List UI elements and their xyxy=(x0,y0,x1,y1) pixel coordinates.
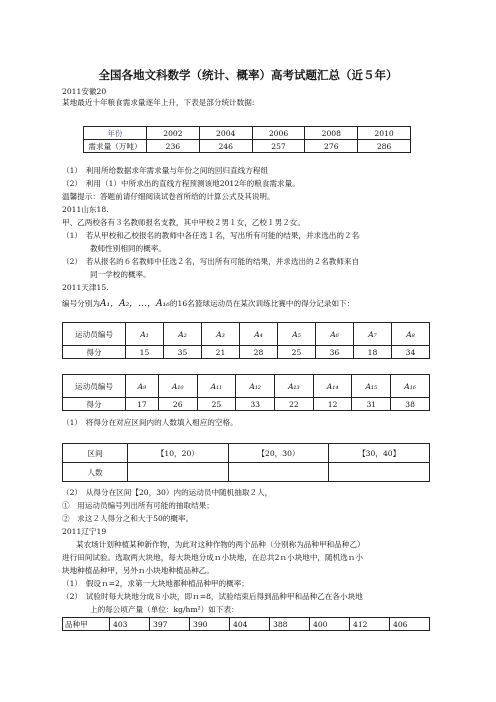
table-cell: 35 xyxy=(164,346,202,359)
table-cell: 2006 xyxy=(252,127,305,140)
problem-1-q2: （2） 利用（1）中所求出的直线方程预测该地2012年的粮食需求量。 xyxy=(62,179,300,188)
problem-4-q2-cont: 上的每公顷产量（单位：kg/hm²）如下表： xyxy=(90,605,239,614)
table-cell: 31 xyxy=(352,398,391,411)
table-row xyxy=(84,127,411,140)
problem-4-q1: （1） 假设ｎ=2，求第一大块地都种植品种甲的概率； xyxy=(62,579,249,588)
problem-3-intro xyxy=(62,299,354,309)
table-cell: A₁₀ xyxy=(158,375,197,398)
table-cell: 397 xyxy=(150,618,190,631)
problem-4-intro-1: 某农场计划种植某种新作物，为此对这种作物的两个品种（分别称为品种甲和品种乙） xyxy=(76,540,365,549)
problem-1-intro: 某地最近十年粮食需求量逐年上升，下表是部分统计数据: xyxy=(62,98,255,107)
table-cell: A₉ xyxy=(126,375,159,398)
table-cell: 412 xyxy=(350,618,390,631)
table-cell: 38 xyxy=(391,398,430,411)
table-row xyxy=(63,444,430,463)
table-cell: 【20，30） xyxy=(228,444,329,463)
table-cell: A₁₂ xyxy=(236,375,275,398)
table-cell: A₈ xyxy=(392,323,430,346)
table-cell: 2004 xyxy=(199,127,252,140)
problem-2-q1: （1） 若从甲校和乙校报名的教师中各任选１名，写出所有可能的结果，并求选出的２名 xyxy=(62,231,360,240)
table-cell: A₃ xyxy=(202,323,240,346)
table-row xyxy=(63,463,430,482)
problem-2-q2-cont: 同一学校的概率。 xyxy=(90,270,151,279)
table-cell: A₁ xyxy=(126,323,164,346)
table-cell: 需求量（万吨） xyxy=(84,140,147,153)
table-cell: 276 xyxy=(305,140,358,153)
table-row xyxy=(84,140,411,153)
table-cell: 【10，20） xyxy=(128,444,229,463)
problem-4-source: 2011辽宁19 xyxy=(62,527,107,536)
problem-4-intro-2: 进行田间试验。选取两大块地，每大块地分成ｎ小块地，在总共2ｎ小块地中，随机选ｎ小 xyxy=(62,553,363,562)
table-cell: A₄ xyxy=(240,323,278,346)
table-row xyxy=(63,323,430,346)
table-cell: 18 xyxy=(354,346,392,359)
table-cell: 404 xyxy=(230,618,270,631)
table-cell: 2010 xyxy=(358,127,411,140)
page-title: 全国各地文科数学（统计、概率）高考试题汇总（近５年） xyxy=(98,68,398,82)
table-cell: 2002 xyxy=(147,127,200,140)
table-cell: 12 xyxy=(313,398,352,411)
problem-4-intro-3: 块地种植品种甲，另外ｎ小块地种植品种乙。 xyxy=(62,566,214,575)
table-cell: 257 xyxy=(252,140,305,153)
table-cell: A₁₄ xyxy=(313,375,352,398)
table-cell: 得分 xyxy=(63,346,126,359)
intro-text: 编号分别为 xyxy=(62,299,100,308)
table-cell: 406 xyxy=(390,618,430,631)
intro-text: 的16名篮球运动员在某次训练比赛中的得分记录如下： xyxy=(169,299,355,308)
player-range: A₁，A₂，…，A₁₆ xyxy=(99,299,170,309)
table-cell: A₂ xyxy=(164,323,202,346)
score-table-1 xyxy=(62,322,430,359)
table-cell: A₅ xyxy=(278,323,316,346)
table-cell: 年份 xyxy=(84,127,147,140)
problem-2-intro: 甲、乙两校各有３名教师报名支教，其中甲校２男１女，乙校１男２女。 xyxy=(62,218,305,227)
table-cell: 【30，40】 xyxy=(329,444,430,463)
table-cell: 34 xyxy=(392,346,430,359)
table-cell: 25 xyxy=(278,346,316,359)
demand-table xyxy=(83,126,411,153)
table-row xyxy=(63,618,430,631)
problem-2-source: 2011山东18. xyxy=(62,205,109,214)
table-cell: 388 xyxy=(270,618,310,631)
interval-table xyxy=(62,443,430,482)
table-cell xyxy=(329,463,430,482)
table-cell: A₁₁ xyxy=(197,375,236,398)
table-cell: A₁₅ xyxy=(352,375,391,398)
table-cell: 运动员编号 xyxy=(63,323,126,346)
problem-3-source: 2011天津15. xyxy=(62,283,109,292)
problem-1-q1: （1） 利用所给数据求年需求量与年份之间的回归直线方程组 xyxy=(62,166,269,175)
problem-1-source: 2011安徽20 xyxy=(62,87,107,96)
table-cell: 21 xyxy=(202,346,240,359)
problem-3-step-2: ② 求这２人得分之和大于50的概率。 xyxy=(62,514,194,523)
table-cell: 403 xyxy=(110,618,150,631)
score-table-2 xyxy=(62,374,430,411)
problem-1-tip: 温馨提示：答题前请仔细阅读试卷首所给的计算公式及其说明。 xyxy=(62,192,275,201)
problem-2-q2: （2） 若从报名的６名教师中任选２名，写出所有可能的结果，并求选出的２名教师来自 xyxy=(62,257,360,266)
problem-2-q1-cont: 教师性别相同的概率。 xyxy=(90,244,166,253)
table-cell: 品种甲 xyxy=(63,618,110,631)
table-cell: 25 xyxy=(197,398,236,411)
table-cell: 390 xyxy=(190,618,230,631)
table-cell: A₁₃ xyxy=(275,375,314,398)
problem-4-q2: （2） 试验时每大块地分成８小块，即ｎ=8，试验结束后得到品种甲和品种乙在各小块地 xyxy=(62,592,363,601)
table-cell: 286 xyxy=(358,140,411,153)
table-cell: A₁₆ xyxy=(391,375,430,398)
table-cell: 22 xyxy=(275,398,314,411)
table-cell: 246 xyxy=(199,140,252,153)
table-cell: 15 xyxy=(126,346,164,359)
table-cell: 人数 xyxy=(63,463,128,482)
table-cell: 得分 xyxy=(63,398,126,411)
table-cell: 28 xyxy=(240,346,278,359)
table-cell: 36 xyxy=(316,346,354,359)
problem-3-step-1: ① 用运动员编号列出所有可能的抽取结果； xyxy=(62,501,214,510)
table-cell: 33 xyxy=(236,398,275,411)
table-cell: 区间 xyxy=(63,444,128,463)
table-row xyxy=(63,398,430,411)
yield-table xyxy=(62,617,430,631)
problem-3-q2: （2） 从得分在区间【20，30）内的运动员中随机抽取２人， xyxy=(62,488,273,497)
table-row xyxy=(63,346,430,359)
table-cell xyxy=(128,463,229,482)
table-cell: 运动员编号 xyxy=(63,375,126,398)
table-row xyxy=(63,375,430,398)
table-cell xyxy=(228,463,329,482)
table-cell: 2008 xyxy=(305,127,358,140)
table-cell: A₆ xyxy=(316,323,354,346)
problem-3-q1: （1） 将得分在对应区间内的人数填入相应的空格。 xyxy=(62,418,238,427)
table-cell: 17 xyxy=(126,398,159,411)
table-cell: 236 xyxy=(147,140,200,153)
table-cell: 400 xyxy=(310,618,350,631)
table-cell: A₇ xyxy=(354,323,392,346)
table-cell: 26 xyxy=(158,398,197,411)
